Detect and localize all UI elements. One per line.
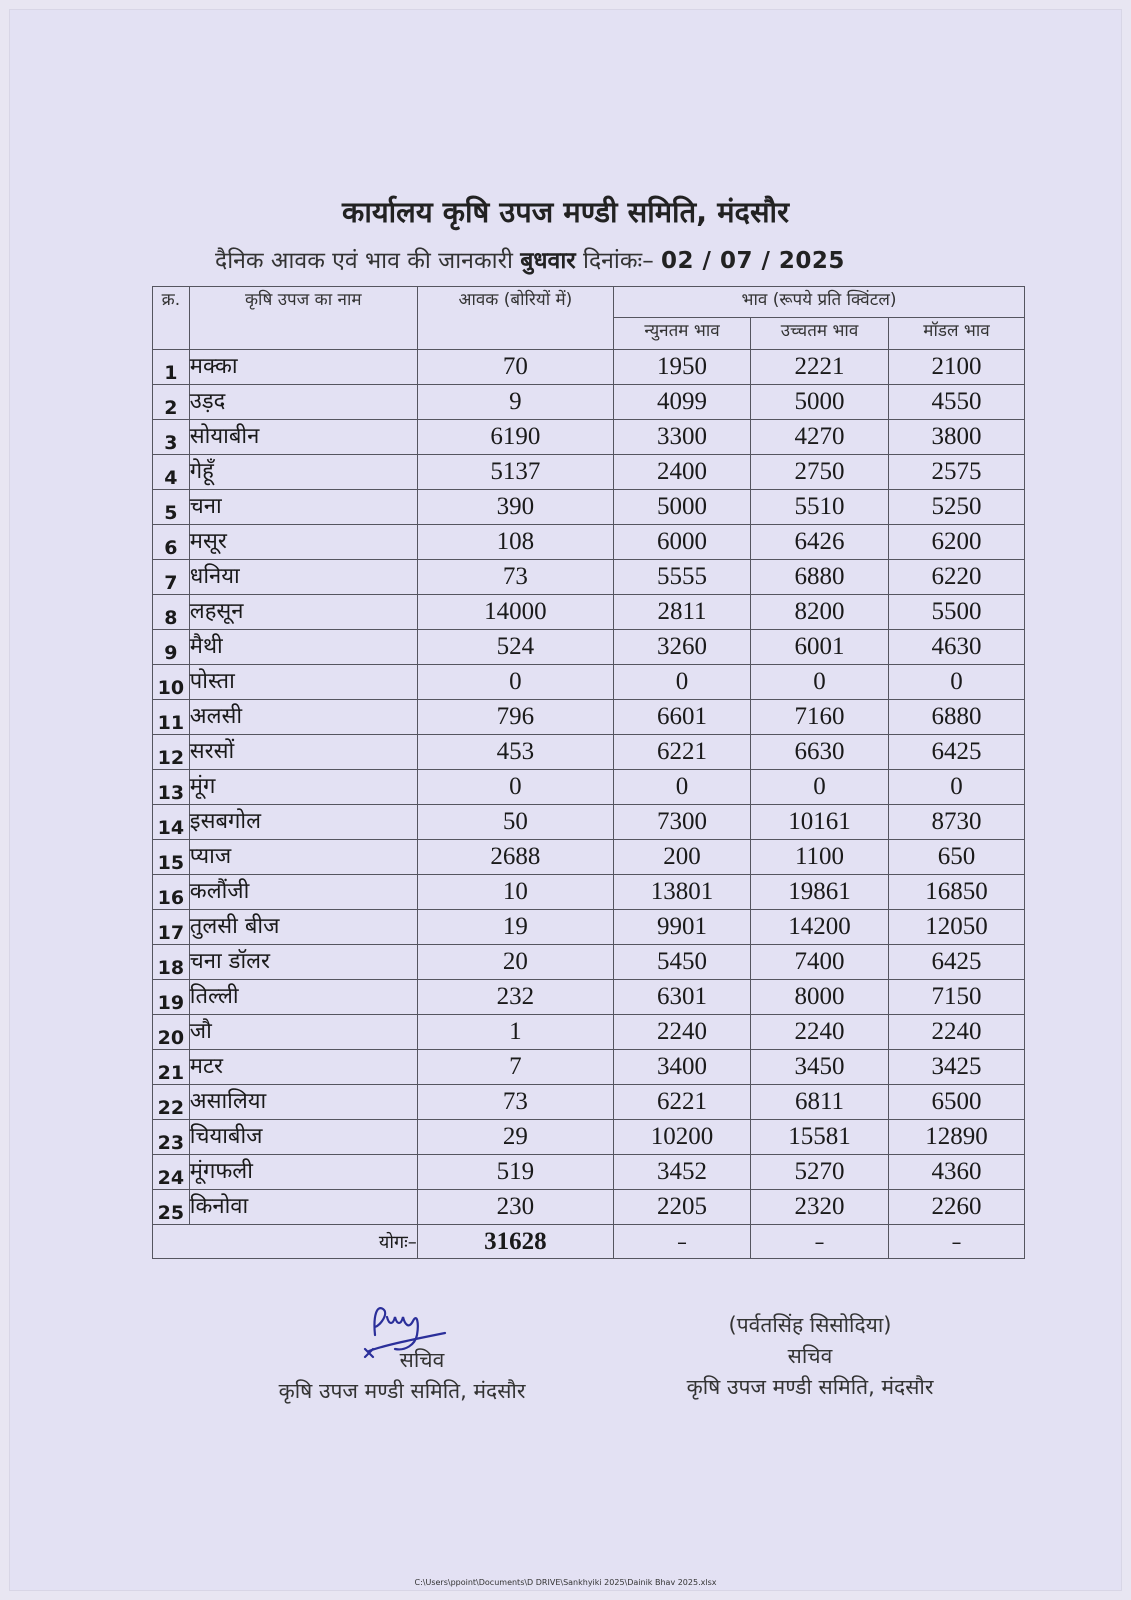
total-max-price: – <box>751 1225 889 1259</box>
signature-block-right <box>660 1310 960 1403</box>
file-path-footer: C:\Users\ppoint\Documents\D DRIVE\Sankhyiki 2025\Dainik Bhav 2025.xlsx <box>414 1578 717 1587</box>
row-model-price: 6200 <box>889 525 1025 560</box>
row-max-price: 5510 <box>751 490 889 525</box>
row-max-price: 0 <box>751 770 889 805</box>
row-arrival: 29 <box>417 1120 613 1155</box>
row-model-price: 3800 <box>889 420 1025 455</box>
row-min-price: 2811 <box>614 595 751 630</box>
row-max-price: 6811 <box>751 1085 889 1120</box>
row-sr: 9 <box>153 630 190 665</box>
table-row <box>153 595 1025 630</box>
report-date: 02 / 07 / 2025 <box>661 248 845 274</box>
header-price-group: भाव (रूपये प्रति क्विंटल) <box>614 287 1025 318</box>
subtitle-prefix: दैनिक आवक एवं भाव की जानकारी <box>215 248 513 274</box>
row-max-price: 19861 <box>751 875 889 910</box>
row-max-price: 7160 <box>751 700 889 735</box>
total-label: योगः– <box>153 1225 418 1259</box>
row-max-price: 8200 <box>751 595 889 630</box>
date-label: दिनांकः– <box>583 248 654 274</box>
row-model-price: 6500 <box>889 1085 1025 1120</box>
row-model-price: 7150 <box>889 980 1025 1015</box>
row-commodity: असालिया <box>189 1085 417 1120</box>
row-min-price: 10200 <box>614 1120 751 1155</box>
table-row <box>153 700 1025 735</box>
row-model-price: 6425 <box>889 945 1025 980</box>
row-sr: 19 <box>153 980 190 1015</box>
weekday: बुधवार <box>520 248 576 274</box>
row-max-price: 4270 <box>751 420 889 455</box>
row-min-price: 1950 <box>614 350 751 385</box>
row-arrival: 1 <box>417 1015 613 1050</box>
row-max-price: 5000 <box>751 385 889 420</box>
row-commodity: तिल्ली <box>189 980 417 1015</box>
table-row <box>153 1190 1025 1225</box>
signatory-name: (पर्वतसिंह सिसोदिया) <box>728 1313 892 1337</box>
row-min-price: 9901 <box>614 910 751 945</box>
row-commodity: मैथी <box>189 630 417 665</box>
table-row <box>153 350 1025 385</box>
row-sr: 22 <box>153 1085 190 1120</box>
row-model-price: 0 <box>889 665 1025 700</box>
row-min-price: 2400 <box>614 455 751 490</box>
row-commodity: मूंगफली <box>189 1155 417 1190</box>
row-model-price: 4630 <box>889 630 1025 665</box>
row-sr: 23 <box>153 1120 190 1155</box>
table-row <box>153 980 1025 1015</box>
row-min-price: 3300 <box>614 420 751 455</box>
row-commodity: मूंग <box>189 770 417 805</box>
row-arrival: 796 <box>417 700 613 735</box>
row-arrival: 108 <box>417 525 613 560</box>
row-min-price: 0 <box>614 770 751 805</box>
row-max-price: 8000 <box>751 980 889 1015</box>
row-commodity: उड़द <box>189 385 417 420</box>
row-sr: 20 <box>153 1015 190 1050</box>
row-sr: 21 <box>153 1050 190 1085</box>
row-max-price: 0 <box>751 665 889 700</box>
row-model-price: 0 <box>889 770 1025 805</box>
row-arrival: 0 <box>417 770 613 805</box>
row-sr: 14 <box>153 805 190 840</box>
row-min-price: 5450 <box>614 945 751 980</box>
row-commodity: लहसून <box>189 595 417 630</box>
left-org: कृषि उपज मण्डी समिति, मंदसौर <box>278 1379 526 1403</box>
row-commodity: सोयाबीन <box>189 420 417 455</box>
table-row <box>153 1015 1025 1050</box>
row-model-price: 12890 <box>889 1120 1025 1155</box>
office-title: कार्यालय कृषि उपज मण्डी समिति, मंदसौर <box>342 195 789 229</box>
row-sr: 1 <box>153 350 190 385</box>
table-row <box>153 735 1025 770</box>
row-arrival: 232 <box>417 980 613 1015</box>
table-row <box>153 630 1025 665</box>
row-max-price: 6880 <box>751 560 889 595</box>
row-model-price: 4550 <box>889 385 1025 420</box>
row-arrival: 519 <box>417 1155 613 1190</box>
total-arrival: 31628 <box>417 1225 613 1259</box>
row-min-price: 5555 <box>614 560 751 595</box>
row-sr: 12 <box>153 735 190 770</box>
row-min-price: 200 <box>614 840 751 875</box>
row-commodity: धनिया <box>189 560 417 595</box>
row-arrival: 9 <box>417 385 613 420</box>
row-arrival: 390 <box>417 490 613 525</box>
row-commodity: गेहूँ <box>189 455 417 490</box>
row-model-price: 5500 <box>889 595 1025 630</box>
row-min-price: 2240 <box>614 1015 751 1050</box>
row-model-price: 2575 <box>889 455 1025 490</box>
row-arrival: 10 <box>417 875 613 910</box>
row-commodity: मसूर <box>189 525 417 560</box>
table-row <box>153 560 1025 595</box>
row-min-price: 4099 <box>614 385 751 420</box>
row-max-price: 14200 <box>751 910 889 945</box>
row-sr: 4 <box>153 455 190 490</box>
row-sr: 6 <box>153 525 190 560</box>
row-min-price: 6221 <box>614 735 751 770</box>
row-commodity: चियाबीज <box>189 1120 417 1155</box>
table-row <box>153 1155 1025 1190</box>
row-arrival: 5137 <box>417 455 613 490</box>
row-arrival: 6190 <box>417 420 613 455</box>
row-arrival: 0 <box>417 665 613 700</box>
table-row <box>153 1050 1025 1085</box>
row-commodity: अलसी <box>189 700 417 735</box>
row-min-price: 6601 <box>614 700 751 735</box>
row-sr: 10 <box>153 665 190 700</box>
row-sr: 5 <box>153 490 190 525</box>
row-sr: 15 <box>153 840 190 875</box>
row-model-price: 6425 <box>889 735 1025 770</box>
row-max-price: 15581 <box>751 1120 889 1155</box>
row-arrival: 453 <box>417 735 613 770</box>
table-row <box>153 770 1025 805</box>
row-sr: 7 <box>153 560 190 595</box>
table-row <box>153 385 1025 420</box>
row-arrival: 19 <box>417 910 613 945</box>
right-org: कृषि उपज मण्डी समिति, मंदसौर <box>686 1375 934 1399</box>
row-min-price: 3400 <box>614 1050 751 1085</box>
row-model-price: 2240 <box>889 1015 1025 1050</box>
total-model-price: – <box>889 1225 1025 1259</box>
row-commodity: चना डॉलर <box>189 945 417 980</box>
row-commodity: तुलसी बीज <box>189 910 417 945</box>
row-max-price: 2221 <box>751 350 889 385</box>
header-sr: क्र. <box>153 287 190 350</box>
row-sr: 25 <box>153 1190 190 1225</box>
row-max-price: 2240 <box>751 1015 889 1050</box>
table-row <box>153 455 1025 490</box>
total-min-price: – <box>614 1225 751 1259</box>
row-arrival: 2688 <box>417 840 613 875</box>
row-model-price: 3425 <box>889 1050 1025 1085</box>
row-commodity: मटर <box>189 1050 417 1085</box>
row-model-price: 2100 <box>889 350 1025 385</box>
row-arrival: 50 <box>417 805 613 840</box>
row-commodity: जौ <box>189 1015 417 1050</box>
left-role: सचिव <box>399 1348 445 1372</box>
header-max-price: उच्चतम भाव <box>751 318 889 350</box>
table-row <box>153 1120 1025 1155</box>
row-arrival: 230 <box>417 1190 613 1225</box>
row-model-price: 12050 <box>889 910 1025 945</box>
row-min-price: 3260 <box>614 630 751 665</box>
row-min-price: 13801 <box>614 875 751 910</box>
row-commodity: पोस्ता <box>189 665 417 700</box>
row-max-price: 6426 <box>751 525 889 560</box>
row-model-price: 16850 <box>889 875 1025 910</box>
header-min-price: न्युनतम भाव <box>614 318 751 350</box>
row-sr: 18 <box>153 945 190 980</box>
row-commodity: सरसों <box>189 735 417 770</box>
row-model-price: 650 <box>889 840 1025 875</box>
row-model-price: 5250 <box>889 490 1025 525</box>
table-row <box>153 420 1025 455</box>
table-row <box>153 525 1025 560</box>
table-row <box>153 490 1025 525</box>
table-row <box>153 665 1025 700</box>
row-arrival: 73 <box>417 1085 613 1120</box>
row-sr: 24 <box>153 1155 190 1190</box>
row-model-price: 6220 <box>889 560 1025 595</box>
row-model-price: 6880 <box>889 700 1025 735</box>
row-max-price: 1100 <box>751 840 889 875</box>
price-table <box>152 286 1025 1259</box>
row-max-price: 3450 <box>751 1050 889 1085</box>
table-row <box>153 910 1025 945</box>
right-role: सचिव <box>787 1344 833 1368</box>
row-min-price: 0 <box>614 665 751 700</box>
total-row <box>153 1225 1025 1259</box>
row-sr: 3 <box>153 420 190 455</box>
row-sr: 8 <box>153 595 190 630</box>
row-min-price: 7300 <box>614 805 751 840</box>
row-arrival: 7 <box>417 1050 613 1085</box>
table-row <box>153 1085 1025 1120</box>
row-model-price: 8730 <box>889 805 1025 840</box>
row-commodity: मक्का <box>189 350 417 385</box>
document-page <box>10 10 1121 1590</box>
header-name: कृषि उपज का नाम <box>189 287 417 350</box>
row-sr: 17 <box>153 910 190 945</box>
row-max-price: 2320 <box>751 1190 889 1225</box>
header-model-price: मॉडल भाव <box>889 318 1025 350</box>
row-min-price: 2205 <box>614 1190 751 1225</box>
row-model-price: 4360 <box>889 1155 1025 1190</box>
table-row <box>153 805 1025 840</box>
row-arrival: 20 <box>417 945 613 980</box>
signature-block-left <box>242 1305 562 1407</box>
row-max-price: 7400 <box>751 945 889 980</box>
row-commodity: प्याज <box>189 840 417 875</box>
row-min-price: 6000 <box>614 525 751 560</box>
row-max-price: 5270 <box>751 1155 889 1190</box>
row-commodity: चना <box>189 490 417 525</box>
row-max-price: 10161 <box>751 805 889 840</box>
row-max-price: 6001 <box>751 630 889 665</box>
row-arrival: 524 <box>417 630 613 665</box>
row-arrival: 70 <box>417 350 613 385</box>
row-arrival: 73 <box>417 560 613 595</box>
table-row <box>153 945 1025 980</box>
row-min-price: 6221 <box>614 1085 751 1120</box>
row-commodity: इसबगोल <box>189 805 417 840</box>
table-row <box>153 840 1025 875</box>
row-min-price: 6301 <box>614 980 751 1015</box>
row-arrival: 14000 <box>417 595 613 630</box>
row-sr: 13 <box>153 770 190 805</box>
row-min-price: 3452 <box>614 1155 751 1190</box>
header-arrival: आवक (बोरियों में) <box>417 287 613 350</box>
row-model-price: 2260 <box>889 1190 1025 1225</box>
row-commodity: किनोवा <box>189 1190 417 1225</box>
table-row <box>153 875 1025 910</box>
row-max-price: 6630 <box>751 735 889 770</box>
row-sr: 11 <box>153 700 190 735</box>
row-sr: 16 <box>153 875 190 910</box>
row-sr: 2 <box>153 385 190 420</box>
row-commodity: कलौंजी <box>189 875 417 910</box>
row-min-price: 5000 <box>614 490 751 525</box>
row-max-price: 2750 <box>751 455 889 490</box>
report-subtitle <box>215 243 975 275</box>
